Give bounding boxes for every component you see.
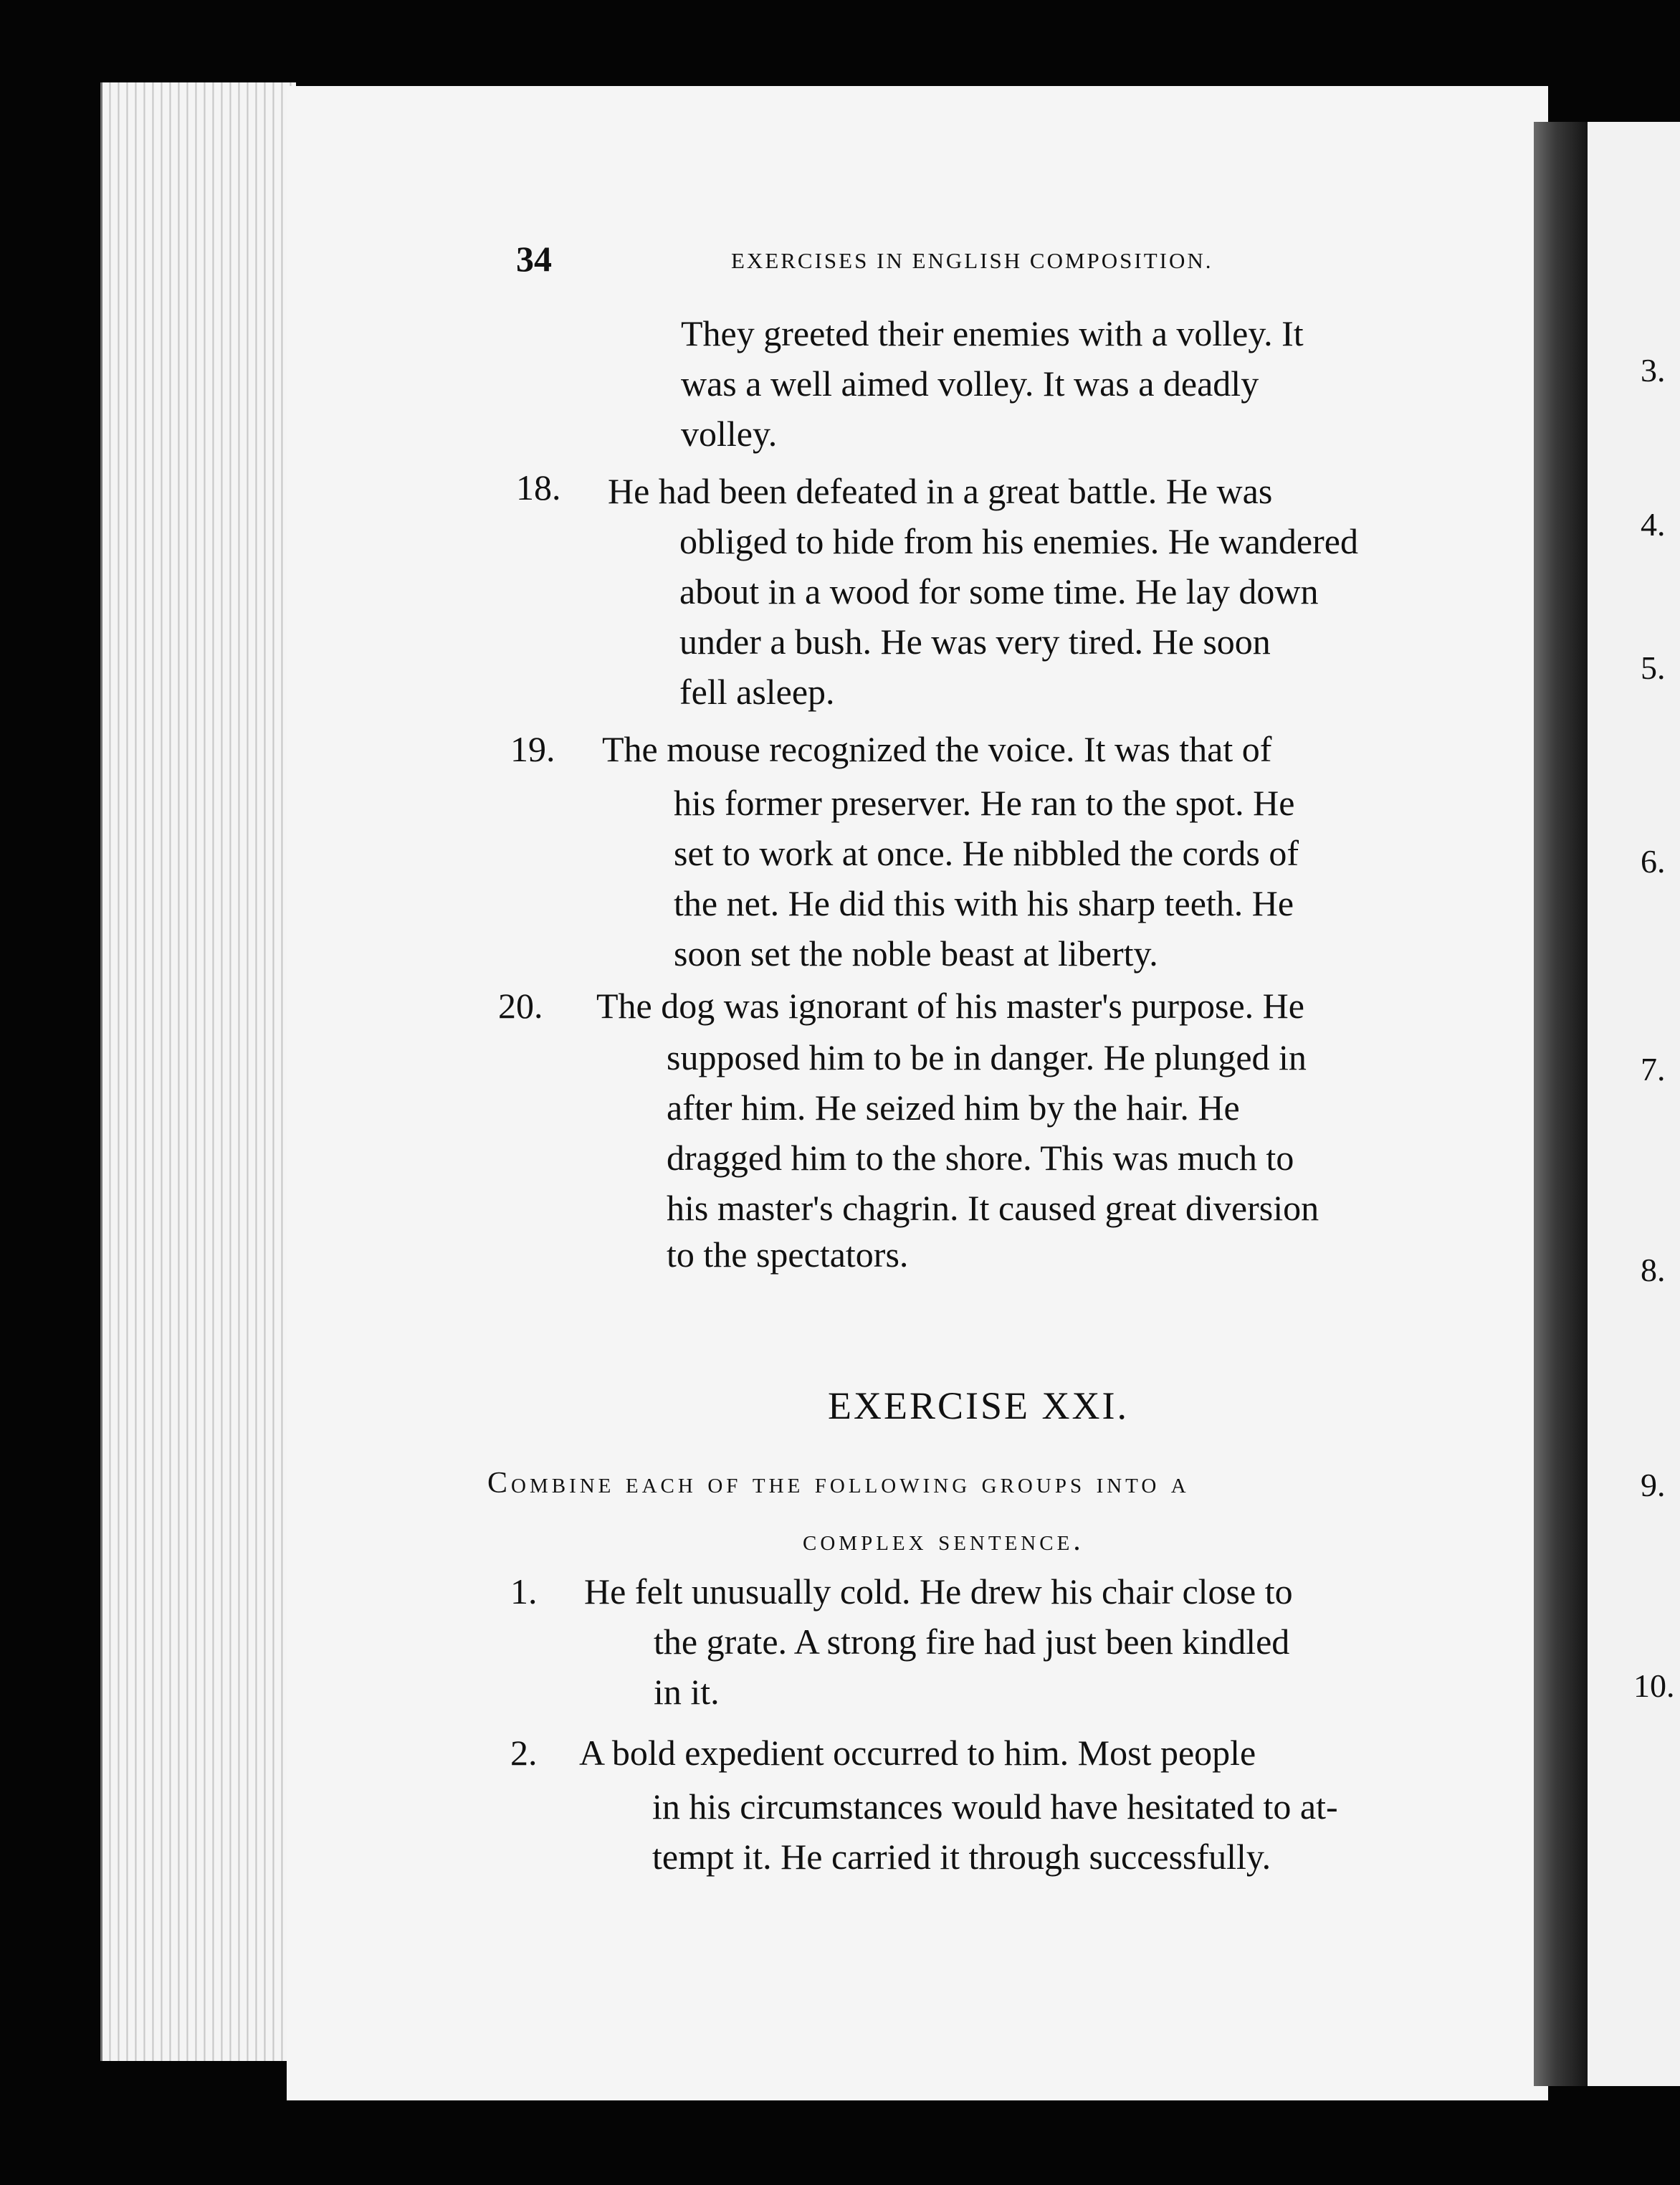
facing-number: 5. <box>1641 649 1666 686</box>
text-line: A bold expedient occurred to him. Most people <box>579 1733 1256 1773</box>
page-number: 34 <box>516 239 552 279</box>
facing-number: 7. <box>1641 1051 1666 1087</box>
facing-number: 9. <box>1641 1467 1666 1503</box>
text-line: He felt unusually cold. He drew his chair close to <box>584 1571 1293 1612</box>
instruction-line: Combine each of the following groups into a <box>487 1467 1190 1500</box>
text-line: tempt it. He carried it through successfully. <box>652 1837 1271 1877</box>
text-line: about in a wood for some time. He lay down <box>679 571 1319 611</box>
text-line: to the spectators. <box>667 1234 909 1275</box>
text-line: He had been defeated in a great battle. He was <box>608 471 1273 511</box>
text-line: supposed him to be in danger. He plunged in <box>667 1037 1307 1077</box>
facing-number: 10. <box>1633 1667 1675 1704</box>
item-number: 2. <box>510 1733 538 1773</box>
text-line: obliged to hide from his enemies. He wandered <box>679 521 1358 561</box>
item-number: 1. <box>510 1571 538 1612</box>
text-line: after him. He seized him by the hair. He <box>667 1087 1240 1128</box>
page-edges <box>100 82 296 2061</box>
text-line: fell asleep. <box>679 672 835 712</box>
text-line: volley. <box>681 414 778 454</box>
running-head-title: EXERCISES IN ENGLISH COMPOSITION. <box>731 248 1213 273</box>
facing-number: 6. <box>1641 843 1666 880</box>
text-line: the net. He did this with his sharp teeth. He <box>674 883 1294 923</box>
text-line: his former preserver. He ran to the spot. He <box>674 783 1295 823</box>
item-number: 20. <box>498 986 543 1026</box>
text-line: dragged him to the shore. This was much to <box>667 1138 1294 1178</box>
text-line: in his circumstances would have hesitated to at- <box>652 1786 1338 1827</box>
text-line: in it. <box>654 1672 720 1712</box>
facing-number: 8. <box>1641 1252 1666 1288</box>
running-header <box>516 238 1519 281</box>
facing-number: 3. <box>1641 352 1666 389</box>
text-line: soon set the noble beast at liberty. <box>674 933 1158 974</box>
instruction-line: complex sentence. <box>803 1524 1084 1557</box>
text-line: was a well aimed volley. It was a deadly <box>681 363 1259 404</box>
facing-page <box>1588 122 1680 2086</box>
item-number: 19. <box>510 729 555 769</box>
text-line: his master's chagrin. It caused great diversion <box>667 1188 1319 1228</box>
text-line: set to work at once. He nibbled the cords of <box>674 833 1299 873</box>
text-line: They greeted their enemies with a volley. It <box>681 313 1304 353</box>
text-line: under a bush. He was very tired. He soon <box>679 622 1271 662</box>
facing-number: 4. <box>1641 506 1666 543</box>
exercise-heading: EXERCISE XXI. <box>828 1384 1129 1427</box>
text-line: the grate. A strong fire had just been kindled <box>654 1622 1290 1662</box>
book-gutter <box>1534 122 1588 2086</box>
text-line: The mouse recognized the voice. It was that of <box>602 729 1272 769</box>
text-line: The dog was ignorant of his master's purpose. He <box>596 986 1304 1026</box>
item-number: 18. <box>516 467 561 508</box>
